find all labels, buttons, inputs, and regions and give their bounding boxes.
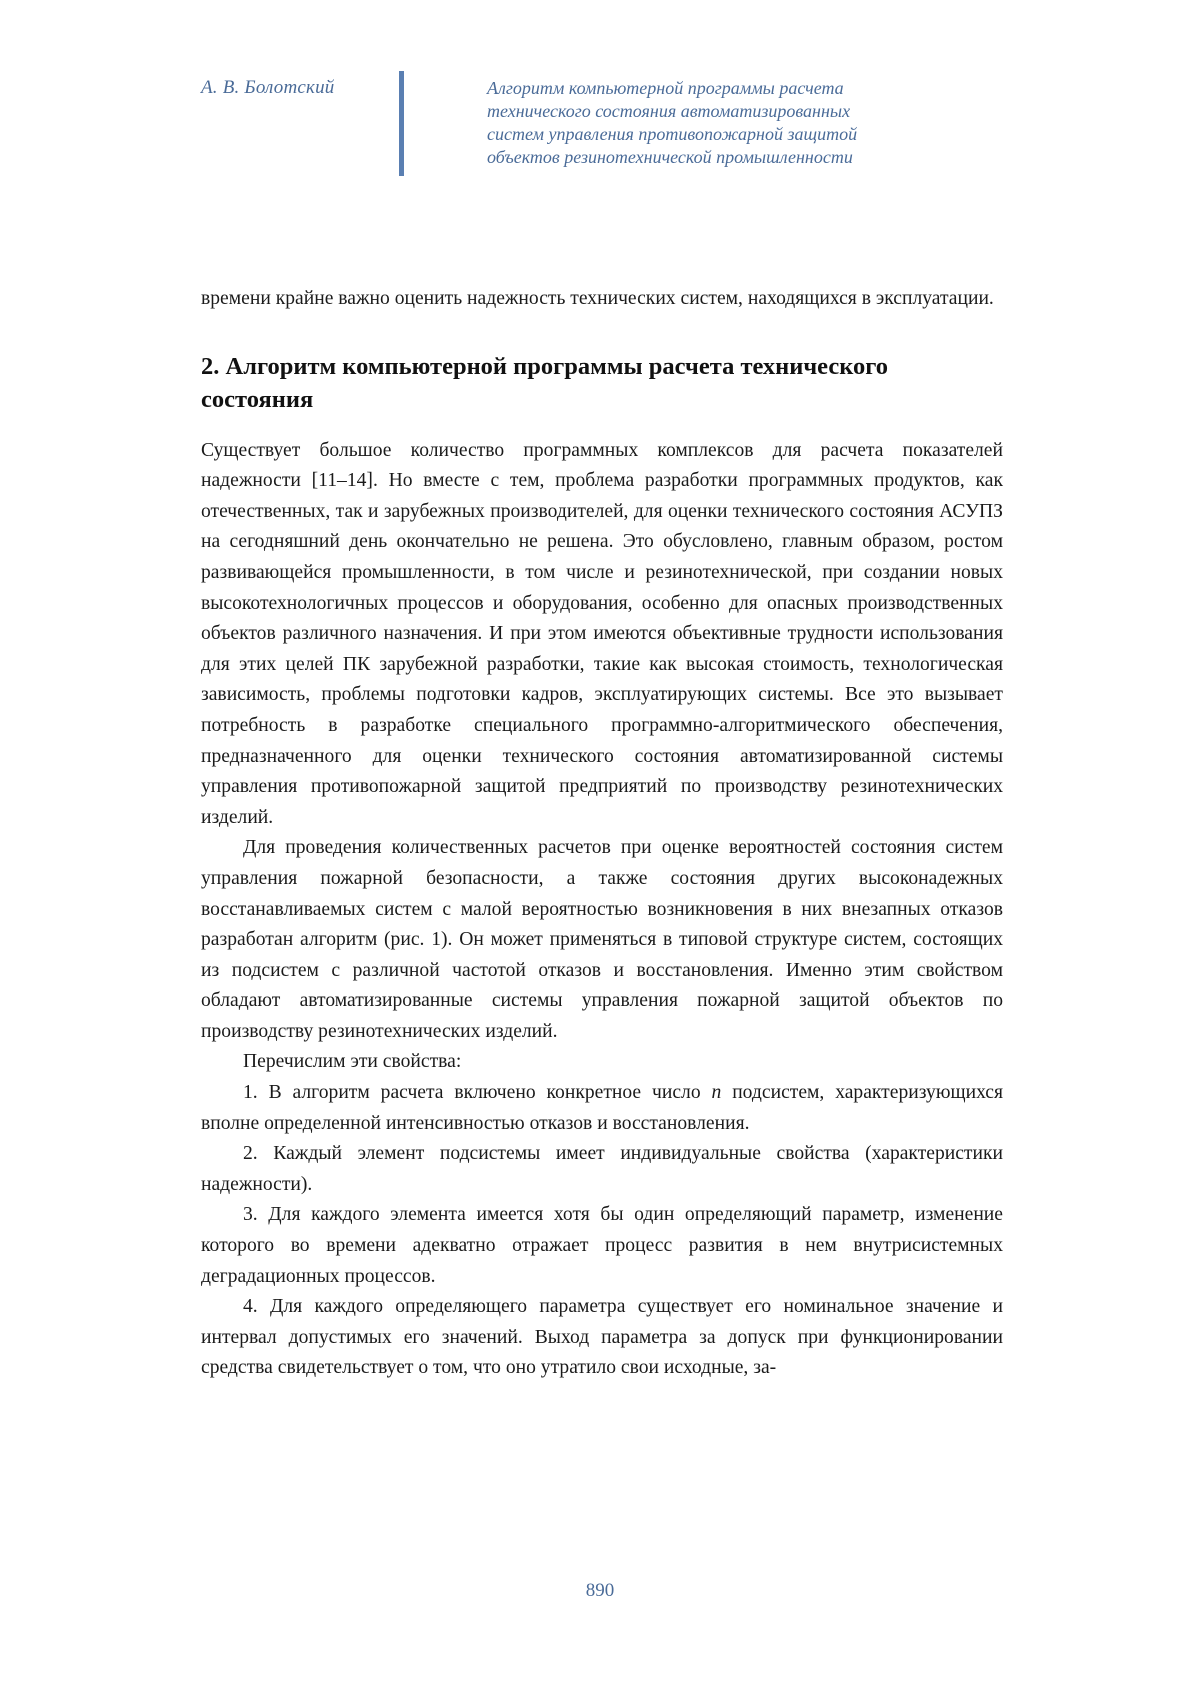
list-intro: Перечислим эти свойства: — [243, 1051, 462, 1073]
list-item: 2. Каждый элемент подсистемы имеет индивидуальные свойства (характеристики надежности). — [201, 1143, 1003, 1195]
section-heading: 2. Алгоритм компьютерной программы расчета технического состояния — [201, 352, 889, 413]
list-item — [201, 1078, 1003, 1139]
body-paragraph: Существует большое количество программных комплексов для расчета показателей надежности [11–14]. Но вместе с тем, проблема разработки программных продуктов, как отечественных, так и зарубежных производителей, для оценки технического состояния АСУПЗ на сегодняшний день окончательно не решена. Это обусловлено, главным образом, ростом развивающейся промышленности, в том числе и резинотехнической, при создании новых высокотехнологичных процессов и оборудования, особенно для опасных производственных объектов различного назначения. И при этом имеются объективные трудности использования для этих целей ПК зарубежной разработки, такие как высокая стоимость, технологическая зависимость, проблемы подготовки кадров, эксплуатирующих системы. Все это вызывает потребность в разработке специального программно-алгоритмического обеспечения, предназначенного для оценки технического состояния автоматизированной системы управления противопожарной защитой предприятий по производству резинотехнических изделий. — [201, 439, 1003, 828]
list-item-text: подсистем, характеризующихся вполне определенной интенсивностью отказов и восстановления. — [201, 1082, 1004, 1134]
list-item: 3. Для каждого элемента имеется хотя бы один определяющий параметр, изменение которого во времени адекватно отражает процесс развития в нем внутрисистемных деградационных процессов. — [201, 1204, 1003, 1287]
header-title-line: систем управления противопожарной защитой — [487, 124, 858, 144]
header-title-line: объектов резинотехнической промышленности — [487, 147, 853, 167]
header-title-line: Алгоритм компьютерной программы расчета — [487, 78, 844, 98]
header-divider — [399, 71, 404, 176]
header-title-line: технического состояния автоматизированных — [487, 101, 851, 121]
body-paragraph: Для проведения количественных расчетов при оценке вероятностей состояния систем управления пожарной безопасности, а также состояния других высоконадежных восстанавливаемых систем с малой вероятностью возникновения в них внезапных отказов разработан алгоритм (рис. 1). Он может применяться в типовой структуре систем, состоящих из подсистем с различной частотой отказов и восстановления. Именно этим свойством обладают автоматизированные системы управления пожарной защитой объектов по производству резинотехнических изделий. — [201, 837, 1003, 1042]
page-number: 890 — [585, 1580, 615, 1601]
continuation-paragraph: времени крайне важно оценить надежность технических систем, находящихся в эксплуатации. — [201, 288, 994, 309]
list-item: 4. Для каждого определяющего параметра существует его номинальное значение и интервал допустимых его значений. Выход параметра за допуск при функционировании средства свидетельствует о том, что оно утратило свои исходные, за- — [201, 1296, 1003, 1379]
header-article-title — [487, 77, 967, 169]
list-item-text: 1. В алгоритм расчета включено конкретное число — [243, 1082, 712, 1104]
header-author: А. В. Болотский — [201, 77, 335, 98]
variable-n: n — [711, 1082, 722, 1104]
article-body — [201, 284, 1003, 1384]
running-header — [0, 0, 1200, 200]
